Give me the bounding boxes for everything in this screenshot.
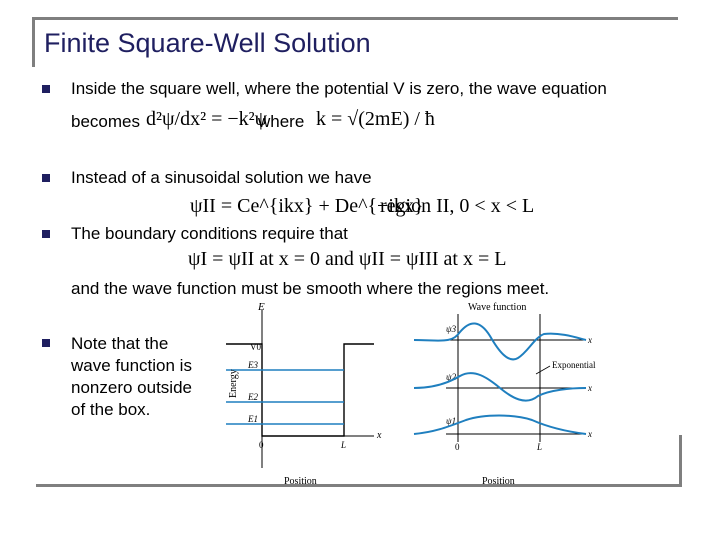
bullet1-text: Inside the square well, where the potential V is zero, the wave equation bbox=[71, 79, 607, 98]
psi1-label: ψ1 bbox=[446, 416, 457, 426]
energy-level-diagram bbox=[222, 298, 390, 490]
k-equation: k = √(2mE) / ħ bbox=[316, 108, 435, 130]
x-axis-label: x bbox=[588, 429, 592, 439]
smooth-text: and the wave function must be smooth where the regions meet. bbox=[71, 279, 550, 298]
tick-0: 0 bbox=[455, 442, 460, 452]
x-axis-label: x bbox=[377, 430, 382, 441]
e1-label: E1 bbox=[248, 414, 258, 424]
bullet4-text bbox=[71, 333, 192, 421]
exponential-annotation: Exponential bbox=[552, 360, 596, 370]
v0-label: V0 bbox=[250, 342, 261, 352]
e2-label: E2 bbox=[248, 392, 258, 402]
wave-function-title: Wave function bbox=[468, 302, 527, 313]
bullet4-line: Note that the bbox=[71, 334, 169, 353]
bullet4-line: of the box. bbox=[71, 400, 151, 419]
wave-function-diagram bbox=[410, 298, 610, 490]
frame-left-line bbox=[32, 17, 35, 67]
bullet3-text: The boundary conditions require that bbox=[71, 224, 348, 243]
tick-l: L bbox=[537, 442, 543, 452]
bullet-marker bbox=[42, 339, 50, 347]
bullet2-text: Instead of a sinusoidal solution we have bbox=[71, 168, 372, 187]
bullet-marker bbox=[42, 85, 50, 93]
bullet4-line: wave function is bbox=[71, 356, 192, 375]
x-axis-label: x bbox=[588, 383, 592, 393]
frame-right-line bbox=[679, 435, 682, 487]
bullet1-becomes: becomes bbox=[71, 112, 140, 131]
e3-label: E3 bbox=[248, 360, 258, 370]
region-label: region II, 0 < x < L bbox=[380, 195, 535, 217]
right-xlabel: Position bbox=[482, 476, 515, 487]
annotation-pointer bbox=[536, 366, 550, 374]
psi1-curve bbox=[414, 416, 586, 435]
frame-top-line bbox=[32, 17, 678, 20]
bullet1-where: where bbox=[258, 112, 305, 131]
tick-l: L bbox=[341, 440, 347, 450]
psi2-equation: ψII = Ce^{ikx} + De^{−ikx} bbox=[190, 195, 424, 217]
psi3-curve bbox=[414, 323, 586, 359]
psi3-label: ψ3 bbox=[446, 324, 457, 334]
energy-axis-label: E bbox=[258, 301, 265, 313]
energy-ylabel: Energy bbox=[228, 369, 239, 398]
wave-equation: d²ψ/dx² = −k²ψ bbox=[146, 108, 268, 130]
psi2-label: ψ2 bbox=[446, 372, 457, 382]
bullet-marker bbox=[42, 174, 50, 182]
bullet4-line: nonzero outside bbox=[71, 378, 192, 397]
bullet-marker bbox=[42, 230, 50, 238]
tick-0: 0 bbox=[259, 440, 264, 450]
slide-title: Finite Square-Well Solution bbox=[44, 28, 371, 58]
x-axis-label: x bbox=[588, 335, 592, 345]
psi2-curve bbox=[414, 373, 586, 401]
boundary-equations: ψI = ψII at x = 0 and ψII = ψIII at x = L bbox=[188, 248, 507, 270]
left-xlabel: Position bbox=[284, 476, 317, 487]
